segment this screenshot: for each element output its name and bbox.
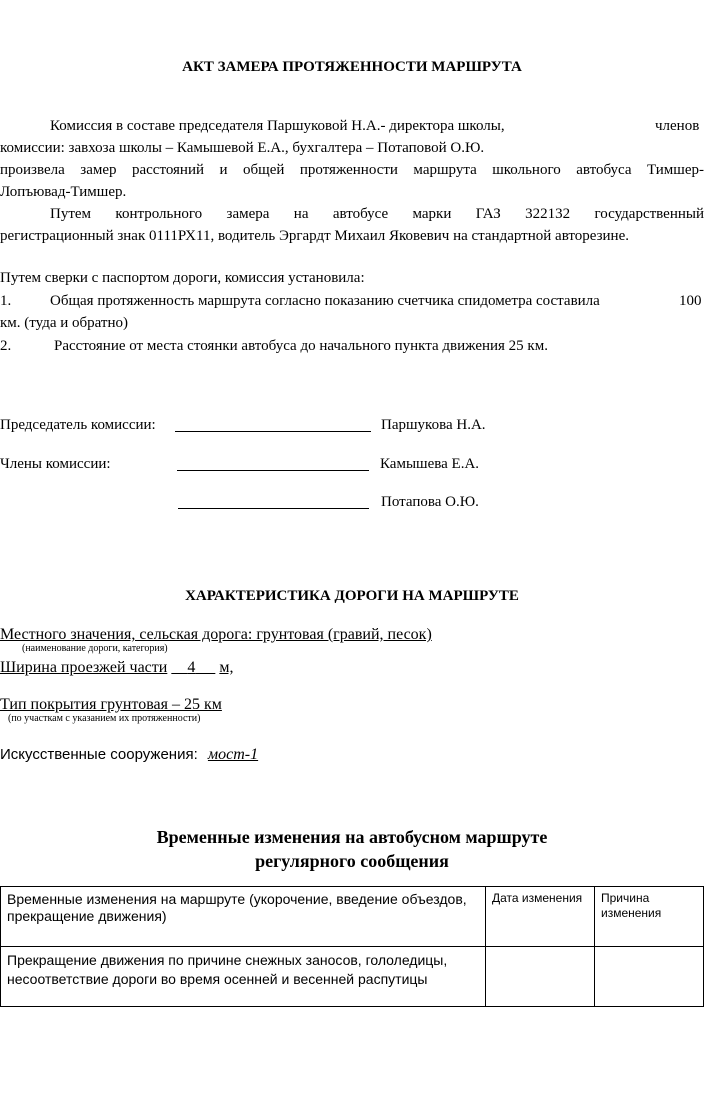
row-1-date [486,947,595,1007]
artificial-structures-label: Искусственные сооружения: [0,746,198,763]
commission-line-3: произвела замер расстояний и общей протяженности маршрута школьного автобуса Тимшер- [0,162,704,178]
row-1-changes: Прекращение движения по причине снежных заносов, гололедицы, несоответствие дороги во время осенней и весенней распутицы [1,947,486,1007]
table-row [1,947,704,1007]
commission-line-1: Комиссия в составе председателя Паршуковой Н.А.- директора школы, [50,118,505,134]
member-2-name: Потапова О.Ю. [381,494,479,510]
item-1-number: 1. [0,293,12,309]
road-title: ХАРАКТЕРИСТИКА ДОРОГИ НА МАРШРУТЕ [185,588,519,604]
road-width-label: Ширина проезжей части [0,659,168,676]
road-width-unit: м, [219,659,234,676]
road-surface: Тип покрытия грунтовая – 25 км [0,696,222,713]
member-1-signature-line [177,470,369,471]
chair-name: Паршукова Н.А. [381,417,486,433]
item-1-text: Общая протяженность маршрута согласно показанию счетчика спидометра составила [50,293,600,309]
row-1-reason [595,947,704,1007]
artificial-structures [0,745,258,764]
verification-intro: Путем сверки с паспортом дороги, комиссия установила: [0,270,365,286]
commission-line-4: Лопъювад-Тимшер. [0,184,127,200]
col-changes-header: Временные изменения на маршруте (укорочение, введение объездов, прекращение движения) [1,887,486,947]
changes-table [0,886,704,1007]
changes-title-line-1: Временные изменения на автобусном маршруте [156,827,548,847]
road-width [0,658,233,677]
table-header-row [1,887,704,947]
chair-label: Председатель комиссии: [0,417,156,433]
measurement-line-1: Путем контрольного замера на автобусе марки ГАЗ 322132 государственный [50,206,704,222]
road-category-note: (наименование дороги, категория) [22,643,168,654]
road-width-value: 4 [187,659,196,676]
artificial-structures-value: мост-1 [207,746,259,763]
road-surface-note: (по участкам с указанием их протяженности) [8,713,201,724]
col-date-header: Дата изменения [486,887,595,947]
act-title: АКТ ЗАМЕРА ПРОТЯЖЕННОСТИ МАРШРУТА [182,59,522,75]
member-2-signature-line [178,508,369,509]
commission-line-1-right: членов [655,118,700,134]
commission-line-2: комиссии: завхоза школы – Камышевой Е.А., бухгалтера – Потаповой О.Ю. [0,140,485,156]
road-category: Местного значения, сельская дорога: грунтовая (гравий, песок) [0,626,432,643]
item-1-value: 100 [679,293,702,309]
measurement-line-2: регистрационный знак 0111РХ11, водитель Эргардт Михаил Яковевич на стандартной авторезине. [0,228,629,244]
changes-title-line-2: регулярного сообщения [255,851,449,871]
item-1-continuation: км. (туда и обратно) [0,315,128,331]
item-2-text: Расстояние от места стоянки автобуса до начального пункта движения 25 км. [54,338,548,354]
member-1-name: Камышева Е.А. [380,456,480,472]
chair-signature-line [175,431,371,432]
col-reason-header: Причина изменения [595,887,704,947]
item-2-number: 2. [0,338,12,354]
members-label: Члены комиссии: [0,456,111,472]
